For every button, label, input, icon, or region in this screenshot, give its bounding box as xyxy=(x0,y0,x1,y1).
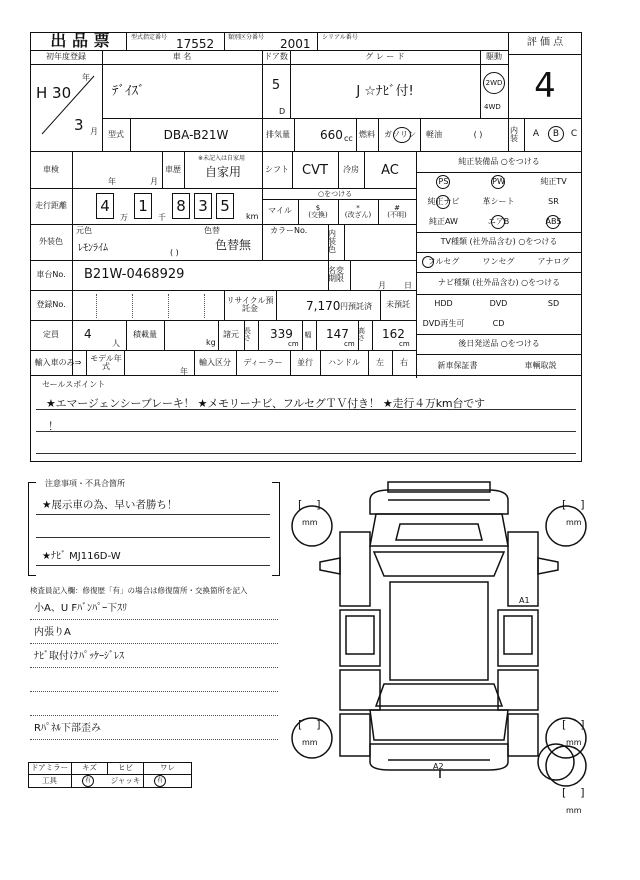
dims-label: 諸元 xyxy=(223,330,239,339)
ac-value: AC xyxy=(381,162,399,178)
tamper-text: (改ざん) xyxy=(344,211,372,219)
navi-item: DVD再生可 xyxy=(422,319,465,328)
genuine-label: 純正装備品 ○をつける xyxy=(458,157,540,166)
recycle-label: リサイクル預託金 xyxy=(226,296,274,313)
equipment-item: 革シート xyxy=(482,197,515,206)
history-note: ※未記入は自家用 xyxy=(198,155,246,162)
inspector-underline xyxy=(30,667,278,668)
drive-2wd-circled: 2WD xyxy=(483,72,505,94)
navi-item: CD xyxy=(492,319,505,328)
interior-b-circled: B xyxy=(548,126,564,142)
tire-mm-text: mm xyxy=(566,806,582,815)
tire-bracket-text: [ ] xyxy=(562,718,585,731)
type-label: 型式 xyxy=(108,130,124,139)
unknown-symbol: # xyxy=(394,204,400,212)
history-label: 車歴 xyxy=(165,165,181,174)
capacity-label: 定員 xyxy=(43,330,59,339)
tamper-label xyxy=(338,200,378,224)
mileage-sen: 千 xyxy=(158,213,166,222)
tire-bracket-text: [ ] xyxy=(562,498,585,511)
notes-line-1: ★展示車の為、早い者勝ち！ xyxy=(42,499,178,511)
original-color-label: 元色 xyxy=(76,226,92,235)
color-no-label: カラーNo. xyxy=(270,226,308,235)
equipment-circle xyxy=(436,175,450,189)
notes-label: 注意事項・不具合箇所 xyxy=(42,478,128,489)
inspection-year: 年 xyxy=(108,177,116,186)
color-paren: ( ) xyxy=(170,248,179,257)
inspector-label: 検査員記入欄：修復歴「有」の場合は修復箇所・交換箇所を記入 xyxy=(30,586,248,595)
equipment-item: ABS xyxy=(545,217,562,226)
type-value: DBA-B21W xyxy=(163,128,229,142)
length-label: 長さ xyxy=(244,327,251,342)
inspection-month: 月 xyxy=(150,177,158,186)
navi-label: ナビ種類 (社外品含む) ○をつける xyxy=(437,278,561,287)
fuel-circle xyxy=(393,127,411,143)
name-label: 車 名 xyxy=(172,52,192,61)
equipment-item: 純正TV xyxy=(540,177,567,186)
drive-4wd: 4WD xyxy=(484,103,501,111)
title-month: 月 xyxy=(378,281,386,290)
exterior-label: 外装色 xyxy=(39,237,63,246)
handle-label: ハンドル xyxy=(328,358,360,367)
width-value: 147 xyxy=(326,327,349,341)
later-item: 車輌取説 xyxy=(524,361,557,370)
equipment-item: エアB xyxy=(487,217,510,226)
length-value: 339 xyxy=(270,327,293,341)
equipment-circle xyxy=(436,195,450,209)
color-label: 色替 xyxy=(204,226,220,235)
equipment-item: PS xyxy=(438,177,449,186)
doors-label: ドア数 xyxy=(264,52,288,61)
inspection-label: 車検 xyxy=(43,165,59,174)
mileage-man: 万 xyxy=(120,213,128,222)
equipment-item: 純正ナビ xyxy=(427,197,460,206)
model-cert-value: 17552 xyxy=(176,37,215,51)
history-value: 自家用 xyxy=(204,165,241,179)
right-label: 右 xyxy=(400,358,408,367)
width-unit: cm xyxy=(344,340,355,348)
mark-note: ○をつける xyxy=(318,190,353,198)
label-a1: A1 xyxy=(519,596,530,605)
title-expiry-label: 名変期限 xyxy=(328,266,344,283)
load-label: 積載量 xyxy=(133,330,157,339)
tools-value: 有 xyxy=(154,775,166,787)
chassis-value: B21W-0468929 xyxy=(84,267,185,282)
capacity-value: 4 xyxy=(84,327,92,341)
mileage-digit: 3 xyxy=(194,193,212,219)
fuel-paren: ( ) xyxy=(473,130,483,139)
height-unit: cm xyxy=(399,340,410,348)
doors-sub: D xyxy=(279,107,286,116)
recycle-value: 7,170 xyxy=(306,299,341,313)
inspector-line: Rﾊﾟﾈﾙ下部歪み xyxy=(34,723,101,734)
inspector-line: 内張りA xyxy=(34,627,71,638)
unknown-text: (不明) xyxy=(387,211,407,219)
mileage-label: 走行距離 xyxy=(35,201,67,210)
mileage-unit: km xyxy=(246,212,259,221)
equipment-item: PW xyxy=(492,177,505,186)
sales-line-2: ！ xyxy=(48,420,59,433)
car-name-value: ﾃﾞｲｽﾞ xyxy=(112,83,145,99)
inspector-underline xyxy=(30,691,278,692)
notes-bracket-right xyxy=(272,482,280,576)
notes-line-2: ★ﾅﾋﾞ MJ116D-W xyxy=(42,551,121,562)
tools-value: ジャッキ xyxy=(108,774,144,788)
title-day: 日 xyxy=(404,281,412,290)
model-year-unit: 年 xyxy=(180,367,188,376)
inspector-underline xyxy=(30,643,278,644)
sales-label: セールスポイント xyxy=(42,380,106,389)
inspector-line: ﾅﾋﾞ取付けﾊﾟｯｹｰｼﾞﾚｽ xyxy=(34,651,124,662)
tools-header: ドアミラー xyxy=(28,762,72,774)
shift-label: シフト xyxy=(265,165,289,174)
displacement-unit: cc xyxy=(344,134,353,143)
unknown-label xyxy=(378,200,416,224)
displacement-label: 排気量 xyxy=(266,130,290,139)
tire-bracket-text: [ ] xyxy=(562,786,585,799)
later-item: 新車保証書 xyxy=(437,361,478,370)
interior-label: 内装 xyxy=(510,126,518,143)
interior-a: A xyxy=(532,128,540,139)
spare-wheel-icon xyxy=(536,742,576,782)
inspector-line: 小A、U Fﾊﾞﾝﾊﾟｰ下ｽﾘ xyxy=(34,603,128,614)
model-cert-label: 型式指定番号 xyxy=(131,34,168,41)
tire-mm-text: mm xyxy=(302,518,318,527)
category-label: 類別区分番号 xyxy=(228,34,265,41)
color-value: 色替無 xyxy=(215,238,252,252)
original-color-value: ﾚﾓﾝﾗｲﾑ xyxy=(78,243,108,254)
tools-header: ヒビ xyxy=(108,762,144,774)
inspector-underline xyxy=(30,739,278,740)
dealer-label: ディーラー xyxy=(243,358,283,367)
tv-item: フルセグ xyxy=(427,257,460,266)
tv-item: ワンセグ xyxy=(482,257,515,266)
notes-bracket-left xyxy=(28,482,36,576)
tire-bracket-text: [ ] xyxy=(298,498,321,511)
import-class-label: 輸入区分 xyxy=(199,358,231,367)
score-value: 4 xyxy=(534,66,556,106)
reg-year-suffix: 年 xyxy=(82,73,90,82)
exchange-label xyxy=(298,200,338,224)
ac-label: 冷房 xyxy=(343,165,359,174)
score-label: 評 価 点 xyxy=(526,37,564,48)
chassis-label: 車台No. xyxy=(36,270,66,279)
length-unit: cm xyxy=(288,340,299,348)
interior-color-label: 内装色 xyxy=(328,229,336,254)
displacement-value: 660 xyxy=(320,128,343,142)
height-label: 高さ xyxy=(358,327,365,342)
navi-item: DVD xyxy=(489,299,508,308)
grade-label: グ レ ー ド xyxy=(365,52,405,61)
tire-bracket-text: [ ] xyxy=(298,718,321,731)
model-year-label: モデル年式 xyxy=(90,354,122,371)
equipment-circle xyxy=(491,175,505,189)
mile-label: マイル xyxy=(268,206,292,215)
interior-c: C xyxy=(570,128,578,139)
equipment-circle xyxy=(491,215,505,229)
tamper-symbol: * xyxy=(356,204,360,212)
navi-item: HDD xyxy=(434,299,453,308)
equipment-item: 純正AW xyxy=(429,217,458,226)
first-reg-label: 初年度登録 xyxy=(46,52,86,61)
width-label: 幅 xyxy=(304,330,312,339)
tools-header: ワレ xyxy=(144,762,192,774)
height-value: 162 xyxy=(382,327,405,341)
inspector-underline xyxy=(30,715,278,716)
form-title: 出 品 票 xyxy=(50,31,110,50)
mileage-digit: 4 xyxy=(96,193,114,219)
tv-label: TV種類 (社外品含む) ○をつける xyxy=(440,237,558,246)
load-unit: kg xyxy=(206,338,216,347)
inspector-underline xyxy=(30,619,278,620)
import-only-label: 輸入車のみ⇒ xyxy=(34,358,82,367)
exchange-text: (交換) xyxy=(308,211,328,219)
left-label: 左 xyxy=(376,358,384,367)
parallel-label: 並行 xyxy=(297,358,313,367)
tire-mm-text: mm xyxy=(302,738,318,747)
reg-month: 3 xyxy=(74,116,84,134)
doors-value: 5 xyxy=(271,77,281,93)
capacity-unit: 人 xyxy=(112,339,120,348)
tools-value: 工具 xyxy=(28,774,72,788)
reg-no-label: 登録No. xyxy=(36,300,66,309)
sales-line-1: ★エマージェンシーブレーキ！ ★メモリーナビ、フルセグＴＶ付き！ ★走行４万km台です xyxy=(46,397,485,410)
label-a2: A2 xyxy=(433,762,444,771)
reg-era: H 30 xyxy=(36,84,72,102)
category-value: 2001 xyxy=(280,37,311,51)
drive-label: 駆動 xyxy=(486,52,502,61)
tools-header: キズ xyxy=(72,762,108,774)
equipment-circle xyxy=(546,215,560,229)
shift-value: CVT xyxy=(302,162,328,178)
fuel-gasoline: ガソリン xyxy=(384,130,416,139)
navi-item xyxy=(526,314,581,334)
exchange-symbol: $ xyxy=(315,204,321,212)
serial-label: シリアル番号 xyxy=(322,34,358,41)
later-label: 後日発送品 ○をつける xyxy=(458,339,540,348)
tv-item: アナログ xyxy=(537,257,570,266)
grade-value: J ☆ﾅﾋﾞ付! xyxy=(356,83,414,99)
tools-value: 有 xyxy=(82,775,94,787)
mileage-digit: 5 xyxy=(216,193,234,219)
equipment-item: SR xyxy=(548,197,559,206)
tire-mm-text: mm xyxy=(566,738,582,747)
recycle-unit: 円預託済 xyxy=(340,302,372,311)
not-deposited: 未預託 xyxy=(386,300,410,309)
tv-circle xyxy=(422,256,434,268)
navi-item: SD xyxy=(547,299,560,308)
sales-frame xyxy=(30,376,582,462)
fuel-label: 燃料 xyxy=(359,130,375,139)
mileage-digit: 8 xyxy=(172,193,190,219)
mileage-digit: 1 xyxy=(134,193,152,219)
reg-month-suffix: 月 xyxy=(90,127,98,136)
tire-mm-text: mm xyxy=(566,518,582,527)
light-oil-label: 軽油 xyxy=(426,130,442,139)
